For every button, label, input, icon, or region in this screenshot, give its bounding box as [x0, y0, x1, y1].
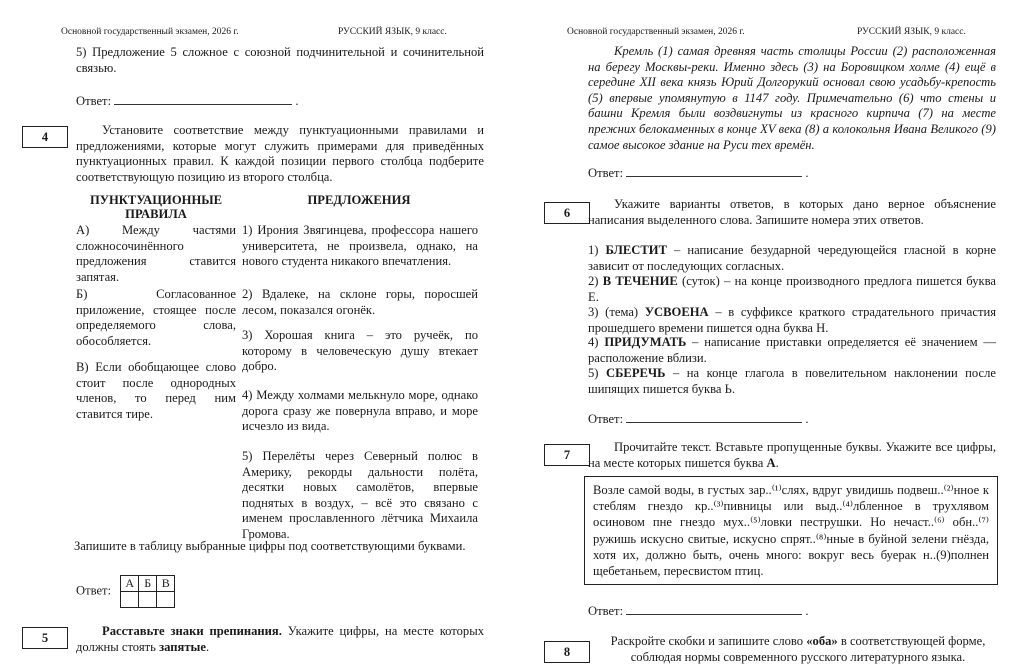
task-number-6: 6	[544, 202, 590, 224]
option-explanation: – написание безударной чередующейся гласной в корне зависит от последующих согласных.	[588, 243, 996, 273]
option-explanation: – в суффиксе краткого страдательного причастия прошедшего времени пишется одна буква Н.	[588, 305, 997, 335]
task7-text-box: Возле самой воды, в густых зар..⁽¹⁾слях, вдруг увидишь подвеш..⁽²⁾нное к стеблям гнездо кр..⁽³⁾пивницы или выд..⁽⁴⁾лбленное в трухлявом осиновом пне гнездо мух..⁽⁵⁾ловки пеструшки. Но нечаст..⁽⁶⁾ обн..⁽⁷⁾ружишь искусно свитые, искусно спрят..⁽⁸⁾нные в буйной зелени гнёзда, хотя их, должно быть, очень много: вокруг весь буерак н..(9)полнен щебетаньем, пересвистом птиц.	[584, 476, 998, 585]
task4-instruction: Запишите в таблицу выбранные цифры под соответствующими буквами.	[74, 539, 466, 553]
task4-answer-table	[120, 575, 175, 608]
option-number: 2)	[588, 274, 599, 288]
task6-intro: Укажите варианты ответов, в которых дано верное объяснение написания выделенного слова. Запишите номера этих ответов.	[588, 197, 996, 227]
task7-intro-end: .	[775, 455, 779, 470]
option-number: 1)	[588, 243, 599, 257]
task5-end: .	[205, 639, 210, 654]
task5-instruction	[76, 624, 484, 655]
option-number: 3) (тема)	[588, 305, 639, 319]
right-page	[512, 0, 1024, 672]
task4-intro: Установите соответствие между пунктуационными правилами и предложениями, которые могут служить примерами для приведённых пунктуационных правил. К каждой позиции первого столбца подберите соответствующую позицию из второго столбца.	[76, 123, 484, 184]
task3-answer: Ответ: .	[76, 94, 299, 108]
answer-label: Ответ:	[76, 94, 112, 108]
task8-instruction	[598, 634, 998, 665]
answer-table-cell[interactable]	[157, 592, 175, 608]
task-number-8: 8	[544, 641, 590, 663]
task7-target-letter: А	[766, 455, 776, 470]
answer-table-cell[interactable]	[121, 592, 139, 608]
option-explanation: – на конце глагола в повелительном наклонении после шипящих пишется буква Ь.	[588, 366, 996, 396]
task4-sentence-5: 5) Перелёты через Северный полюс в Америку, рекорды дальности полёта, десятки новых самолётов, впервые поднятых в воздух, – всё это связано с именем прославленного лётчика Михаила Громова.	[242, 449, 478, 541]
task3-answer-field[interactable]	[114, 104, 292, 105]
page-header-left: Основной государственный экзамен, 2026 г.	[61, 27, 239, 37]
option-word: СБЕРЕЧЬ	[606, 366, 666, 380]
task8-word: «оба»	[806, 634, 838, 648]
task4-rule-c: В) Если обобщающее слово стоит после однородных членов, то перед ним ставится тире.	[76, 360, 236, 421]
task3-option-5: 5) Предложение 5 сложное с союзной подчинительной и сочинительной связью.	[76, 45, 484, 75]
task4-sentence-2: 2) Вдалеке, на склоне горы, поросшей лесом, показался огонёк.	[242, 287, 478, 317]
page-header-subject: РУССКИЙ ЯЗЫК, 9 класс.	[338, 27, 447, 37]
task5-bold-commas: запятые	[159, 639, 206, 654]
task6-option-3	[588, 305, 996, 336]
answer-label: Ответ:	[76, 583, 112, 598]
option-word: ПРИДУМАТЬ	[604, 335, 687, 349]
page-header-subject: РУССКИЙ ЯЗЫК, 9 класс.	[857, 27, 966, 37]
task7-answer: Ответ: .	[588, 604, 809, 618]
task4-sentence-3: 3) Хорошая книга – это ручеёк, по которому в человеческую душу втекает добро.	[242, 328, 478, 374]
task4-sentence-1: 1) Ирония Звягинцева, профессора нашего университета, не произвела, однако, на нового студента никакого впечатления.	[242, 223, 478, 269]
task5-answer: Ответ: .	[588, 166, 809, 180]
option-explanation: – написание приставки определяется её значением — расположение вблизи.	[588, 335, 997, 365]
task6-answer-field[interactable]	[626, 422, 802, 423]
task-number-4: 4	[22, 126, 68, 148]
task6-option-1	[588, 243, 996, 274]
option-number: 4)	[588, 335, 599, 349]
task4-col1-header: ПУНКТУАЦИОННЫЕ ПРАВИЛА	[89, 193, 223, 221]
task5-answer-field[interactable]	[626, 176, 802, 177]
task-number-7: 7	[544, 444, 590, 466]
task4-sentence-4: 4) Между холмами мелькнуло море, однако дорога сразу же повернула вправо, и море исчезло из вида.	[242, 388, 478, 434]
task7-intro-text: Прочитайте текст. Вставьте пропущенные буквы. Укажите все цифры, на месте которых пишется буква	[588, 440, 996, 470]
task4-answer	[76, 575, 175, 608]
task4-rule-a: А) Между частями сложносочинённого предложения ставится запятая.	[76, 223, 236, 284]
task4-rule-b: Б) Согласованное приложение, стоящее после определяемого слова, обособляется.	[76, 287, 236, 348]
task5-text-passage: Кремль (1) самая древняя часть столицы России (2) расположенная на берегу Москвы-реки. Именно здесь (3) на Боровицком холме (4) ещё в середине XII века князь Юрий Долгорукий основал свою усадьбу-крепость (5) впервые упомянутую в 1147 году. Примечательно (6) что стены и башни Кремля были воздвигнуты из красного кирпича (7) на месте прежних белокаменных в конце XV века (8) а колокольня Ивана Великого (9) самое высокое здание на Руси тех времён.	[588, 44, 996, 152]
task6-option-5	[588, 366, 996, 397]
task6-option-4	[588, 335, 996, 366]
option-number: 5)	[588, 366, 599, 380]
task8-text-end: в соответствующей форме, соблюдая нормы современного русского литературного языка.	[630, 634, 986, 664]
answer-label: Ответ:	[588, 166, 624, 180]
option-word: УСВОЕНА	[644, 305, 709, 319]
option-word: БЛЕСТИТ	[605, 243, 668, 257]
task8-text: Раскройте скобки и запишите слово	[610, 634, 804, 648]
task7-intro	[588, 440, 996, 471]
answer-label: Ответ:	[588, 412, 624, 426]
task5-bold-instruction: Расставьте знаки препинания.	[102, 624, 282, 638]
task7-answer-field[interactable]	[626, 614, 802, 615]
answer-table-letter: В	[157, 576, 175, 592]
answer-label: Ответ:	[588, 604, 624, 618]
task6-answer: Ответ: .	[588, 412, 809, 426]
task4-col2-header: ПРЕДЛОЖЕНИЯ	[307, 193, 411, 207]
task5-text: Укажите цифры, на месте которых должны стоять	[76, 624, 484, 654]
task-number-5: 5	[22, 627, 68, 649]
page-header-left: Основной государственный экзамен, 2026 г.	[567, 27, 745, 37]
task6-option-2	[588, 274, 996, 305]
option-word: В ТЕЧЕНИЕ	[602, 274, 678, 288]
answer-table-letter: А	[121, 576, 139, 592]
option-explanation: (суток) – на конце производного предлога пишется буква Е.	[588, 274, 996, 304]
answer-table-letter: Б	[139, 576, 157, 592]
answer-table-cell[interactable]	[139, 592, 157, 608]
